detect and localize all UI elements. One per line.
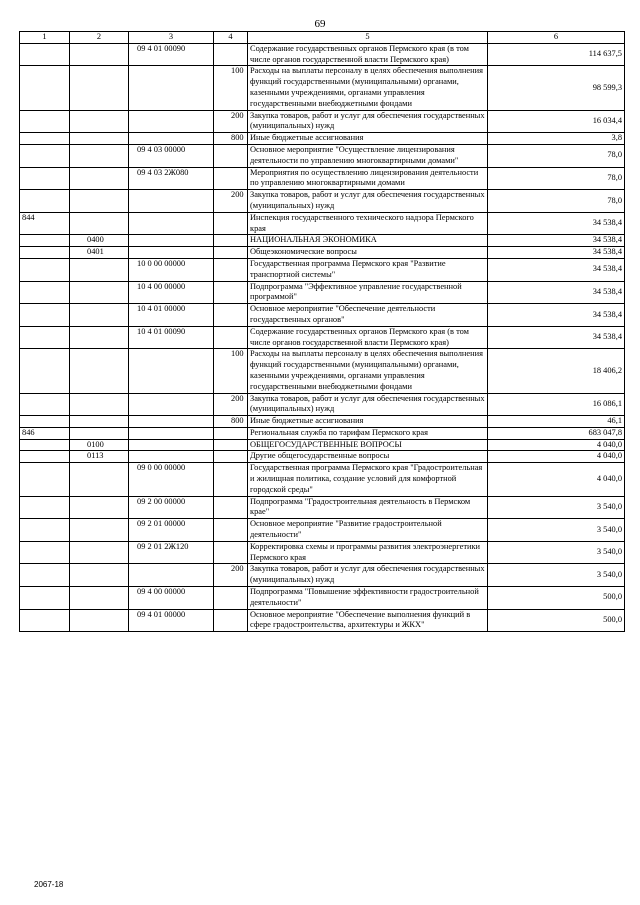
target-article-cell: 09 2 01 00000 [129,519,214,542]
amount-cell: 34 538,4 [488,258,625,281]
section-code-cell: 0400 [70,235,129,247]
ministry-code-cell [20,43,70,66]
amount-cell: 34 538,4 [488,212,625,235]
description-cell: Основное мероприятие "Обеспечение выполнения функций в сфере градостроительства, архитектуры и ЖКХ" [248,609,488,632]
expense-type-cell: 800 [214,133,248,145]
table-row [20,66,625,110]
header-col-1: 1 [20,32,70,44]
description-cell: НАЦИОНАЛЬНАЯ ЭКОНОМИКА [248,235,488,247]
amount-cell: 500,0 [488,587,625,610]
table-row [20,281,625,304]
expense-type-cell [214,609,248,632]
expense-type-cell [214,587,248,610]
section-code-cell [70,496,129,519]
amount-cell: 46,1 [488,416,625,428]
amount-cell: 98 599,3 [488,66,625,110]
section-code-cell [70,541,129,564]
header-col-3: 3 [129,32,214,44]
ministry-code-cell [20,190,70,213]
description-cell: Закупка товаров, работ и услуг для обеспечения государственных (муниципальных) нужд [248,393,488,416]
section-code-cell [70,133,129,145]
description-cell: Подпрограмма "Эффективное управление государственной программой" [248,281,488,304]
ministry-code-cell [20,144,70,167]
table-row [20,190,625,213]
ministry-code-cell [20,416,70,428]
description-cell: Мероприятия по осуществлению лицензирования деятельности по управлению многоквартирными домами [248,167,488,190]
page-number: 69 [314,18,326,30]
ministry-code-cell [20,110,70,133]
ministry-code-cell [20,247,70,259]
budget-table [19,31,625,632]
section-code-cell [70,66,129,110]
description-cell: Инспекция государственного технического надзора Пермского края [248,212,488,235]
header-col-4: 4 [214,32,248,44]
amount-cell: 683 047,8 [488,427,625,439]
section-code-cell [70,427,129,439]
amount-cell: 16 034,4 [488,110,625,133]
description-cell: Основное мероприятие "Обеспечение деятельности государственных органов" [248,304,488,327]
expense-type-cell: 200 [214,393,248,416]
amount-cell: 500,0 [488,609,625,632]
description-cell: Иные бюджетные ассигнования [248,416,488,428]
target-article-cell: 09 4 01 00090 [129,43,214,66]
amount-cell: 78,0 [488,167,625,190]
table-row [20,463,625,496]
table-row [20,439,625,451]
description-cell: Иные бюджетные ассигнования [248,133,488,145]
expense-type-cell [214,451,248,463]
table-row [20,167,625,190]
section-code-cell [70,212,129,235]
target-article-cell [129,564,214,587]
target-article-cell [129,133,214,145]
table-row [20,587,625,610]
description-cell: Региональная служба по тарифам Пермского края [248,427,488,439]
table-row [20,519,625,542]
expense-type-cell [214,541,248,564]
section-code-cell [70,304,129,327]
amount-cell: 78,0 [488,190,625,213]
target-article-cell [129,66,214,110]
expense-type-cell: 100 [214,349,248,393]
target-article-cell [129,427,214,439]
ministry-code-cell [20,304,70,327]
section-code-cell [70,144,129,167]
table-row [20,235,625,247]
table-row [20,304,625,327]
expense-type-cell [214,281,248,304]
target-article-cell [129,247,214,259]
target-article-cell: 09 2 01 2Ж120 [129,541,214,564]
table-row [20,258,625,281]
description-cell: Закупка товаров, работ и услуг для обеспечения государственных (муниципальных) нужд [248,110,488,133]
description-cell: Содержание государственных органов Пермского края (в том числе органов государственной власти Пермского края) [248,326,488,349]
description-cell: Содержание государственных органов Пермского края (в том числе органов государственной власти Пермского края) [248,43,488,66]
ministry-code-cell [20,541,70,564]
ministry-code-cell [20,133,70,145]
section-code-cell [70,416,129,428]
ministry-code-cell: 846 [20,427,70,439]
description-cell: Основное мероприятие "Осуществление лицензирования деятельности по управлению многоквартирными домами" [248,144,488,167]
amount-cell: 16 086,1 [488,393,625,416]
amount-cell: 4 040,0 [488,451,625,463]
table-body [20,43,625,631]
expense-type-cell [214,463,248,496]
target-article-cell [129,110,214,133]
target-article-cell: 09 0 00 00000 [129,463,214,496]
header-row [20,32,625,44]
ministry-code-cell [20,393,70,416]
target-article-cell: 09 4 03 00000 [129,144,214,167]
section-code-cell [70,167,129,190]
section-code-cell: 0100 [70,439,129,451]
amount-cell: 4 040,0 [488,439,625,451]
amount-cell: 34 538,4 [488,235,625,247]
ministry-code-cell [20,66,70,110]
description-cell: Расходы на выплаты персоналу в целях обеспечения выполнения функций государственными (муниципальными) органами, казенными учреждениями, органами управления государственными внебюджетными фондами [248,349,488,393]
expense-type-cell [214,43,248,66]
table-row [20,110,625,133]
expense-type-cell [214,247,248,259]
description-cell: Закупка товаров, работ и услуг для обеспечения государственных (муниципальных) нужд [248,564,488,587]
target-article-cell: 10 4 01 00090 [129,326,214,349]
expense-type-cell [214,304,248,327]
description-cell: Государственная программа Пермского края "Градостроительная и жилищная политика, создание условий для комфортной городской среды" [248,463,488,496]
amount-cell: 3 540,0 [488,519,625,542]
amount-cell: 34 538,4 [488,247,625,259]
table-row [20,326,625,349]
expense-type-cell [214,439,248,451]
amount-cell: 34 538,4 [488,304,625,327]
ministry-code-cell [20,326,70,349]
description-cell: Государственная программа Пермского края "Развитие транспортной системы" [248,258,488,281]
target-article-cell [129,393,214,416]
section-code-cell [70,43,129,66]
ministry-code-cell [20,281,70,304]
expense-type-cell [214,427,248,439]
ministry-code-cell [20,439,70,451]
section-code-cell [70,564,129,587]
amount-cell: 3 540,0 [488,564,625,587]
description-cell: Основное мероприятие "Развитие градостроительной деятельности" [248,519,488,542]
expense-type-cell [214,167,248,190]
table-row [20,416,625,428]
target-article-cell: 09 4 00 00000 [129,587,214,610]
section-code-cell: 0401 [70,247,129,259]
target-article-cell: 10 4 01 00000 [129,304,214,327]
expense-type-cell [214,326,248,349]
table-row [20,496,625,519]
expense-type-cell [214,496,248,519]
target-article-cell [129,190,214,213]
ministry-code-cell: 844 [20,212,70,235]
expense-type-cell: 100 [214,66,248,110]
expense-type-cell: 800 [214,416,248,428]
description-cell: Подпрограмма "Повышение эффективности градостроительной деятельности" [248,587,488,610]
ministry-code-cell [20,496,70,519]
amount-cell: 3 540,0 [488,496,625,519]
description-cell: Подпрограмма "Градостроительная деятельность в Пермском крае" [248,496,488,519]
target-article-cell: 10 0 00 00000 [129,258,214,281]
expense-type-cell [214,258,248,281]
ministry-code-cell [20,349,70,393]
description-cell: Корректировка схемы и программы развития электроэнергетики Пермского края [248,541,488,564]
ministry-code-cell [20,609,70,632]
expense-type-cell [214,144,248,167]
section-code-cell [70,393,129,416]
table-row [20,133,625,145]
table-row [20,212,625,235]
description-cell: Закупка товаров, работ и услуг для обеспечения государственных (муниципальных) нужд [248,190,488,213]
expense-type-cell: 200 [214,110,248,133]
table-row [20,609,625,632]
ministry-code-cell [20,167,70,190]
ministry-code-cell [20,519,70,542]
target-article-cell [129,349,214,393]
section-code-cell [70,519,129,542]
amount-cell: 114 637,5 [488,43,625,66]
target-article-cell: 10 4 00 00000 [129,281,214,304]
ministry-code-cell [20,451,70,463]
section-code-cell [70,349,129,393]
description-cell: Общеэкономические вопросы [248,247,488,259]
table-row [20,541,625,564]
amount-cell: 3,8 [488,133,625,145]
section-code-cell [70,190,129,213]
table-header [20,32,625,44]
target-article-cell: 09 4 01 00000 [129,609,214,632]
target-article-cell [129,451,214,463]
target-article-cell: 09 4 03 2Ж080 [129,167,214,190]
ministry-code-cell [20,235,70,247]
target-article-cell [129,416,214,428]
amount-cell: 78,0 [488,144,625,167]
amount-cell: 34 538,4 [488,281,625,304]
ministry-code-cell [20,564,70,587]
header-col-6: 6 [488,32,625,44]
section-code-cell [70,110,129,133]
ministry-code-cell [20,463,70,496]
amount-cell: 4 040,0 [488,463,625,496]
expense-type-cell: 200 [214,564,248,587]
expense-type-cell [214,235,248,247]
target-article-cell [129,212,214,235]
amount-cell: 34 538,4 [488,326,625,349]
document-code: 2067-18 [34,880,64,889]
section-code-cell [70,463,129,496]
table-row [20,564,625,587]
expense-type-cell [214,519,248,542]
amount-cell: 3 540,0 [488,541,625,564]
table-row [20,451,625,463]
expense-type-cell [214,212,248,235]
section-code-cell [70,281,129,304]
table-row [20,427,625,439]
section-code-cell [70,258,129,281]
target-article-cell: 09 2 00 00000 [129,496,214,519]
ministry-code-cell [20,587,70,610]
table-row [20,247,625,259]
amount-cell: 18 406,2 [488,349,625,393]
description-cell: ОБЩЕГОСУДАРСТВЕННЫЕ ВОПРОСЫ [248,439,488,451]
section-code-cell [70,326,129,349]
table-row [20,144,625,167]
target-article-cell [129,235,214,247]
description-cell: Другие общегосударственные вопросы [248,451,488,463]
table-row [20,393,625,416]
header-col-5: 5 [248,32,488,44]
section-code-cell [70,587,129,610]
target-article-cell [129,439,214,451]
table-row [20,349,625,393]
section-code-cell [70,609,129,632]
ministry-code-cell [20,258,70,281]
description-cell: Расходы на выплаты персоналу в целях обеспечения выполнения функций государственными (муниципальными) органами, казенными учреждениями, органами управления государственными внебюджетными фондами [248,66,488,110]
expense-type-cell: 200 [214,190,248,213]
header-col-2: 2 [70,32,129,44]
section-code-cell: 0113 [70,451,129,463]
table-row [20,43,625,66]
